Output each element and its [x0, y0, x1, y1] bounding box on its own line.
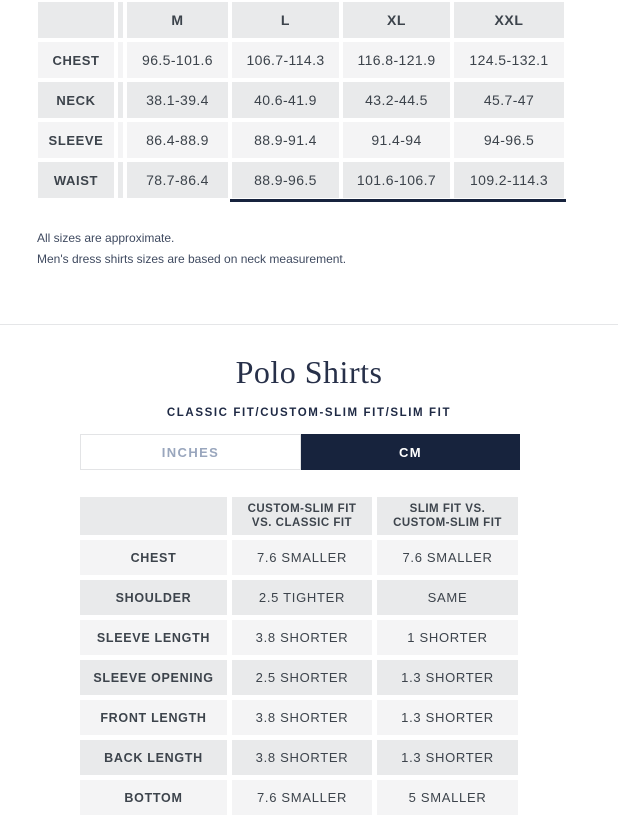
size-table-scroll-area[interactable] — [0, 0, 618, 198]
col-header-custom-slim-vs-classic — [232, 497, 372, 535]
cell-chest-xxl: 124.5-132.1 — [454, 42, 564, 78]
cell-waist-l: 88.9-96.5 — [232, 162, 339, 198]
table-scrollbar-thumb[interactable] — [230, 199, 566, 202]
row-label-sleeve: SLEEVE — [38, 122, 114, 158]
cell-sleeve-xl: 91.4-94 — [343, 122, 450, 158]
fit-comparison-table — [80, 497, 518, 815]
cell-sleeve-l: 88.9-91.4 — [232, 122, 339, 158]
cell-sleeve-m: 86.4-88.9 — [127, 122, 228, 158]
col-header-m: M — [127, 2, 228, 38]
clipped-column-sliver — [118, 162, 123, 198]
cell-neck-xl: 43.2-44.5 — [343, 82, 450, 118]
note-approximate: All sizes are approximate. — [37, 231, 175, 245]
cell-back-length-custom-slim: 3.8 SHORTER — [232, 740, 372, 775]
section-subtitle: CLASSIC FIT/CUSTOM-SLIM FIT/SLIM FIT — [166, 407, 452, 419]
col-header-line: CUSTOM-SLIM FIT — [247, 503, 357, 515]
inches-toggle-button[interactable]: INCHES — [80, 434, 301, 470]
cell-back-length-slim: 1.3 SHORTER — [377, 740, 518, 775]
clipped-column-sliver — [118, 2, 123, 38]
cell-sleeve-length-slim: 1 SHORTER — [377, 620, 518, 655]
cell-neck-xxl: 45.7-47 — [454, 82, 564, 118]
size-table — [38, 2, 564, 198]
cell-neck-l: 40.6-41.9 — [232, 82, 339, 118]
row-label-bottom: BOTTOM — [80, 780, 227, 815]
cell-neck-m: 38.1-39.4 — [127, 82, 228, 118]
section-divider — [0, 324, 618, 325]
cell-chest-l: 106.7-114.3 — [232, 42, 339, 78]
row-label-sleeve-opening: SLEEVE OPENING — [80, 660, 227, 695]
cell-sleeve-length-custom-slim: 3.8 SHORTER — [232, 620, 372, 655]
cell-waist-xl: 101.6-106.7 — [343, 162, 450, 198]
col-header-line: VS. CLASSIC FIT — [251, 517, 353, 529]
cell-bottom-slim: 5 SMALLER — [377, 780, 518, 815]
cell-chest-m: 96.5-101.6 — [127, 42, 228, 78]
cell-front-length-slim: 1.3 SHORTER — [377, 700, 518, 735]
note-neck-measurement: Men's dress shirts sizes are based on neck measurement. — [37, 252, 347, 266]
clipped-column-sliver — [118, 122, 123, 158]
row-label-waist: WAIST — [38, 162, 114, 198]
clipped-column-sliver — [118, 42, 123, 78]
col-header-line: SLIM FIT VS. — [409, 503, 486, 515]
clipped-column-sliver — [118, 82, 123, 118]
col-header-slim-vs-custom-slim — [377, 497, 518, 535]
size-table-corner-cell — [38, 2, 114, 38]
cell-bottom-custom-slim: 7.6 SMALLER — [232, 780, 372, 815]
fit-table-corner-cell — [80, 497, 227, 535]
row-label-sleeve-length: SLEEVE LENGTH — [80, 620, 227, 655]
section-title: Polo Shirts — [235, 354, 383, 390]
unit-toggle — [80, 434, 520, 470]
row-label-neck: NECK — [38, 82, 114, 118]
cell-front-length-custom-slim: 3.8 SHORTER — [232, 700, 372, 735]
col-header-line: CUSTOM-SLIM FIT — [393, 517, 502, 529]
cell-shoulder-custom-slim: 2.5 TIGHTER — [232, 580, 372, 615]
size-notes — [37, 228, 618, 270]
row-label-front-length: FRONT LENGTH — [80, 700, 227, 735]
col-header-l: L — [232, 2, 339, 38]
row-label-back-length: BACK LENGTH — [80, 740, 227, 775]
row-label-shoulder: SHOULDER — [80, 580, 227, 615]
cell-chest-xl: 116.8-121.9 — [343, 42, 450, 78]
row-label-chest: CHEST — [38, 42, 114, 78]
cm-toggle-button[interactable]: CM — [301, 434, 520, 470]
row-label-chest: CHEST — [80, 540, 227, 575]
col-header-xl: XL — [343, 2, 450, 38]
cell-shoulder-slim: SAME — [377, 580, 518, 615]
cell-waist-m: 78.7-86.4 — [127, 162, 228, 198]
cell-chest-custom-slim: 7.6 SMALLER — [232, 540, 372, 575]
cell-sleeve-xxl: 94-96.5 — [454, 122, 564, 158]
cell-sleeve-opening-custom-slim: 2.5 SHORTER — [232, 660, 372, 695]
cell-sleeve-opening-slim: 1.3 SHORTER — [377, 660, 518, 695]
cell-chest-slim: 7.6 SMALLER — [377, 540, 518, 575]
col-header-xxl: XXL — [454, 2, 564, 38]
cell-waist-xxl: 109.2-114.3 — [454, 162, 564, 198]
